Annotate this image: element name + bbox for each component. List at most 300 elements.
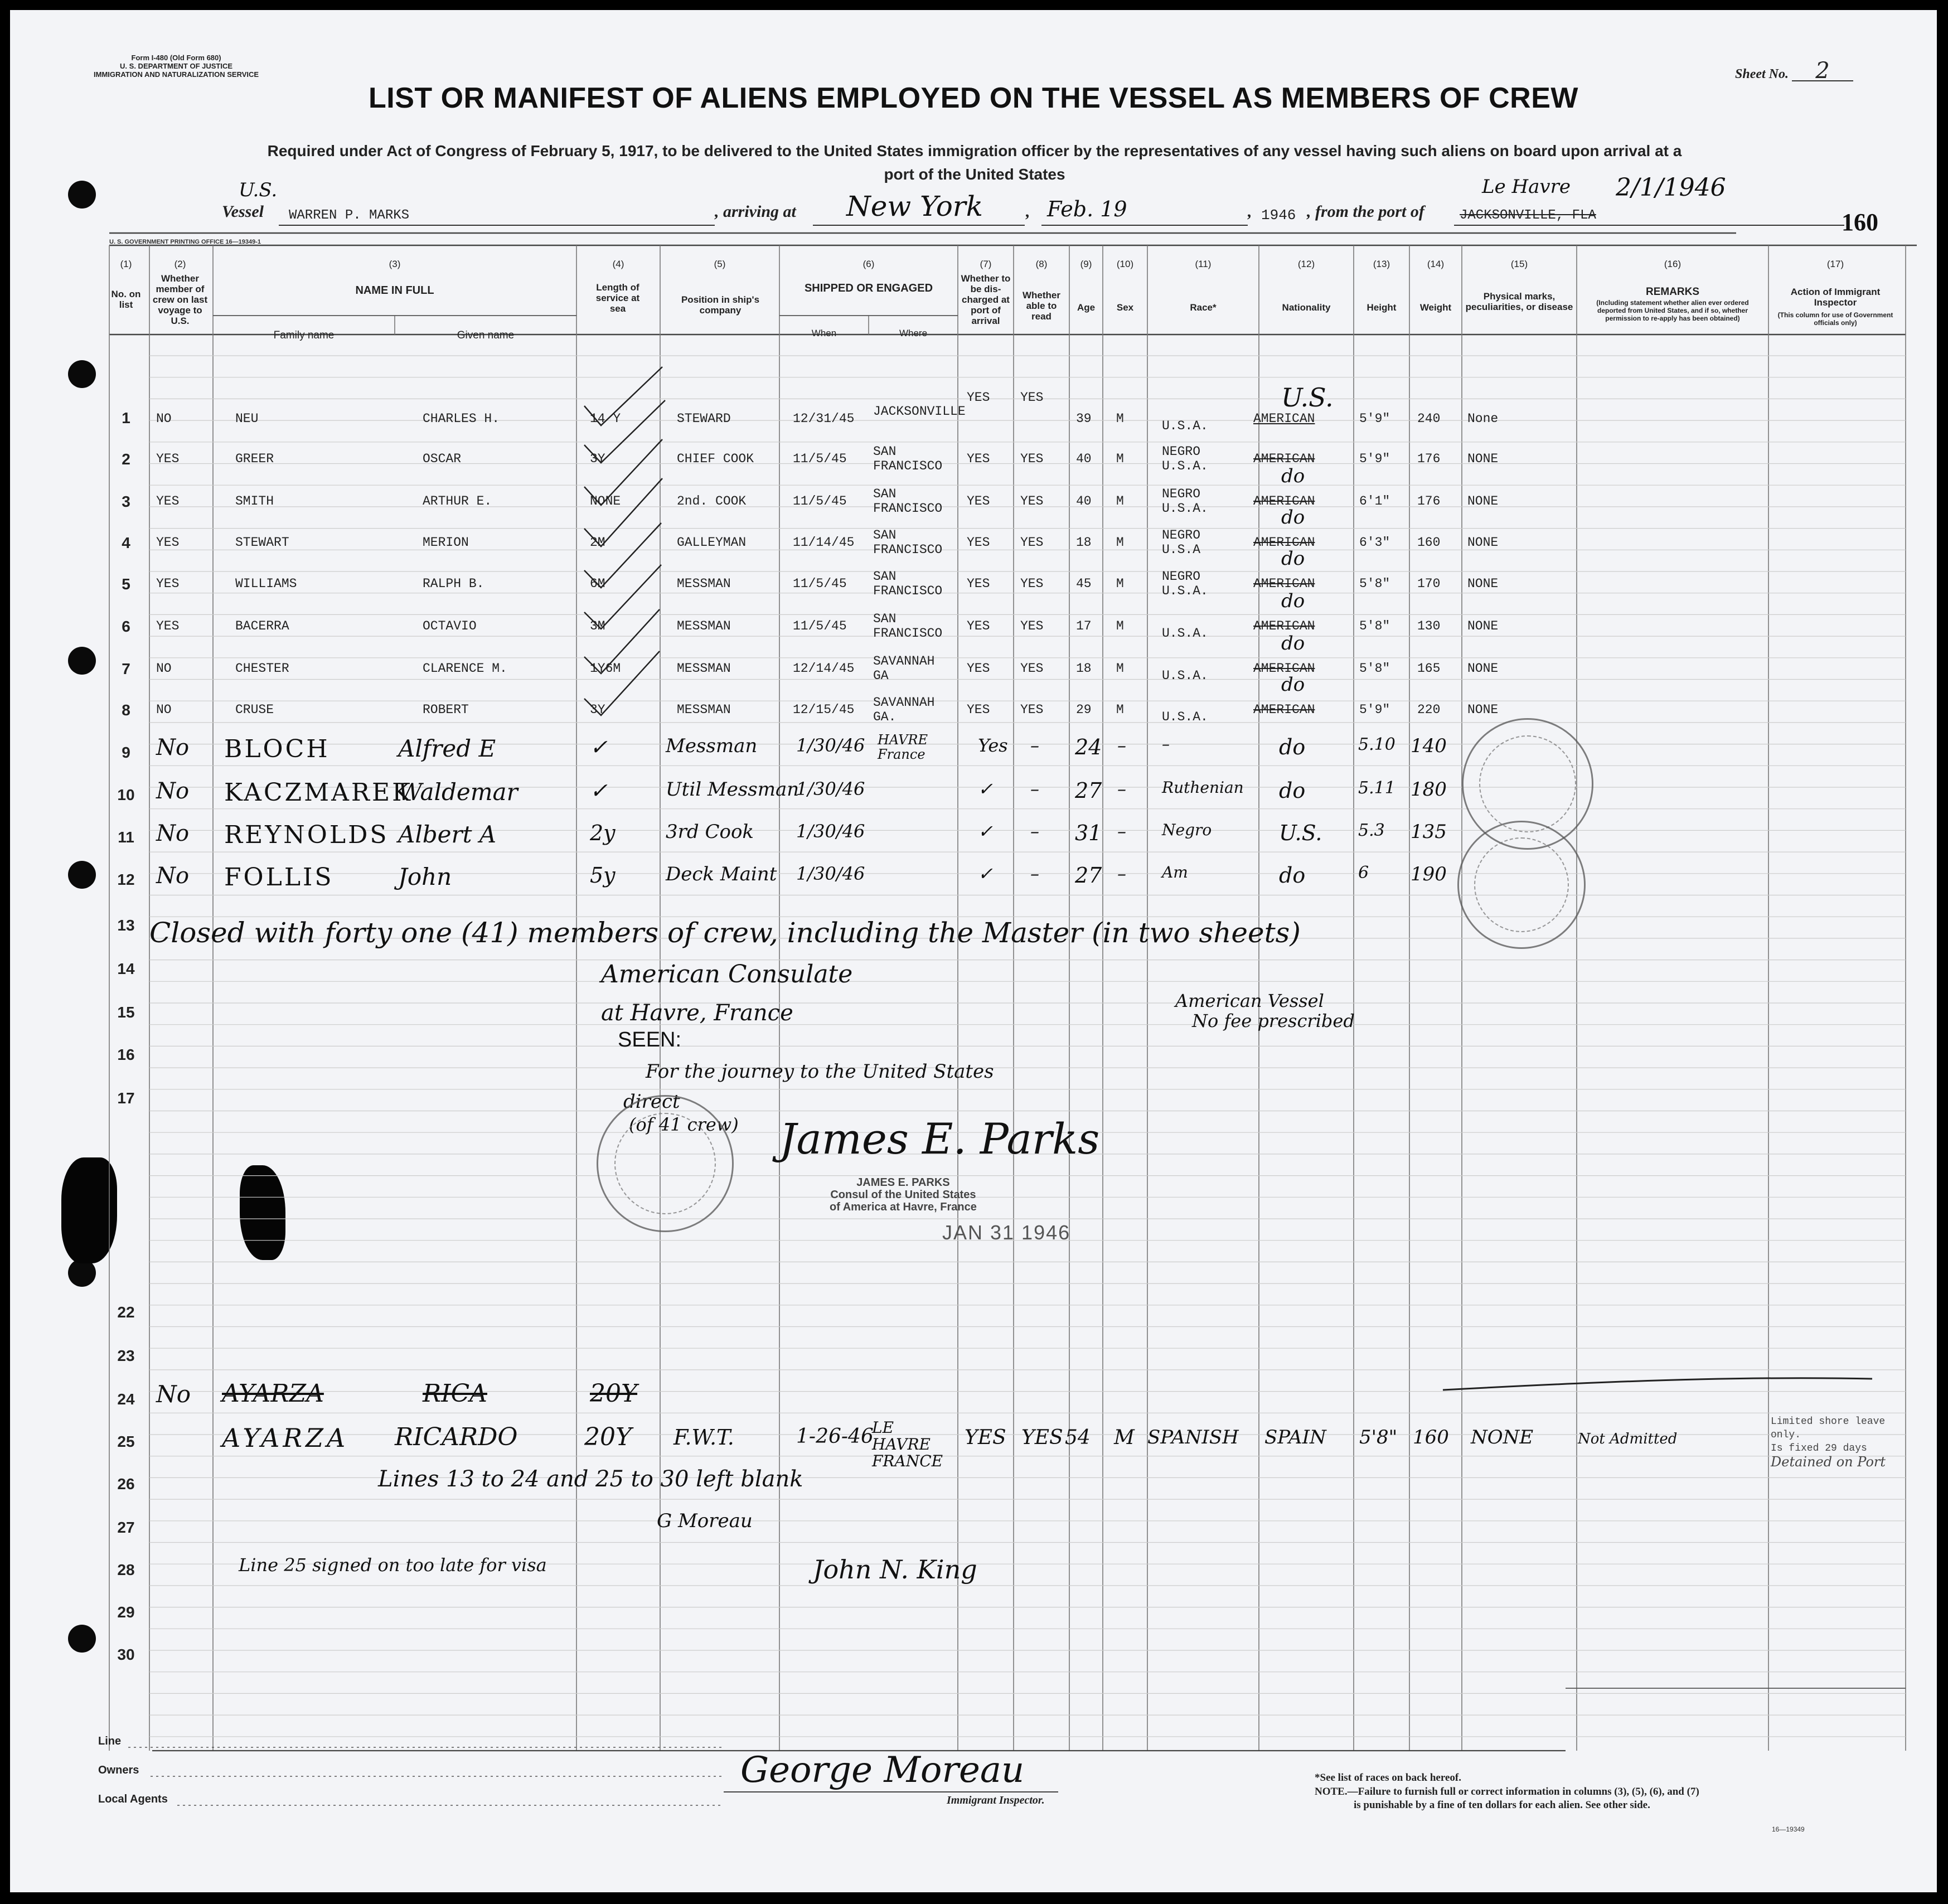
- row-weight: 160: [1417, 535, 1441, 550]
- row-height: 5'9": [1359, 452, 1390, 466]
- row-given-name: CHARLES H.: [423, 411, 500, 426]
- row-number: 4: [122, 534, 130, 551]
- row-sex: M: [1116, 535, 1124, 550]
- row-shipped-when: 1/30/46: [796, 863, 865, 884]
- closing-statement: Closed with forty one (41) members of crew, including the Master (in two sheets): [149, 917, 1301, 949]
- penalty-note-line: NOTE.—Failure to furnish full or correct information in columns (3), (5), (6), and (7): [1315, 1786, 1699, 1798]
- row-service-length: 3M: [590, 619, 605, 633]
- consul-stamp-title: of America at Havre, France: [830, 1201, 977, 1213]
- row-sex: M: [1116, 494, 1124, 508]
- footer-form-code: 16—19349: [1772, 1825, 1805, 1833]
- row-family-name: KACZMAREK: [224, 778, 413, 807]
- row-able-to-read: YES: [1020, 619, 1044, 633]
- column-number: (6): [862, 259, 875, 269]
- row-shipped-where: SAN: [873, 569, 897, 584]
- row25-read: YES: [1021, 1426, 1063, 1449]
- row-position: CHIEF COOK: [677, 452, 754, 466]
- row-shipped-when: 11/5/45: [793, 452, 847, 466]
- row-given-name: Waldemar: [398, 778, 518, 806]
- row-given-name: OSCAR: [423, 452, 462, 466]
- row-height: 5.3: [1358, 821, 1385, 840]
- row-number: 10: [117, 786, 135, 803]
- row-given-name: Albert A: [398, 821, 497, 848]
- row-service-length: 3Y: [590, 703, 605, 717]
- row-service-length: 2M: [590, 535, 605, 550]
- row-nationality-handwritten: do: [1281, 590, 1305, 612]
- row-shipped-when: 11/5/45: [793, 494, 847, 508]
- row-weight: 190: [1411, 863, 1447, 885]
- row-prev-voyage: NO: [156, 661, 172, 676]
- from-label: , from the port of: [1307, 202, 1424, 221]
- row-discharged: YES: [967, 494, 990, 508]
- consul-stamp-name: JAMES E. PARKS: [856, 1176, 950, 1189]
- form-id-line: U. S. DEPARTMENT OF JUSTICE: [120, 62, 233, 70]
- column-number: (14): [1427, 259, 1445, 269]
- column-number: (12): [1297, 259, 1315, 269]
- row-age: 27: [1075, 778, 1102, 803]
- row-race: Negro: [1162, 821, 1212, 839]
- row-number: 16: [117, 1046, 135, 1063]
- row-number: 22: [117, 1304, 135, 1321]
- row24-given: RICA: [423, 1379, 487, 1408]
- row-shipped-when: 11/14/45: [793, 535, 855, 550]
- consular-seal: [1457, 821, 1586, 949]
- row-shipped-when: 11/5/45: [793, 619, 847, 633]
- row-sex: M: [1116, 576, 1124, 591]
- row-weight: 165: [1417, 661, 1441, 676]
- row-shipped-where: FRANCISCO: [873, 542, 943, 557]
- consul-date-stamp: JAN 31 1946: [942, 1221, 1071, 1244]
- row-given-name: OCTAVIO: [423, 619, 477, 633]
- row-prev-voyage: YES: [156, 494, 180, 508]
- row-nationality: AMERICAN: [1253, 535, 1315, 550]
- row-discharged: YES: [967, 703, 990, 717]
- row-number: 26: [117, 1475, 135, 1493]
- date-value: Feb. 19: [1047, 197, 1127, 221]
- row-service-length: 3Y: [590, 452, 605, 466]
- header-given-name: Given name: [457, 330, 515, 341]
- header-physical-marks: Physical marks, peculiarities, or disease: [1465, 291, 1573, 312]
- column-number: (4): [612, 259, 624, 269]
- action-line: Limited shore leave only.: [1771, 1416, 1886, 1441]
- row-family-name: NEU: [235, 411, 259, 426]
- row-shipped-when: 12/31/45: [793, 411, 855, 426]
- row-height: 5.11: [1358, 778, 1395, 798]
- row-shipped-when: 1/30/46: [796, 778, 865, 800]
- row-number: 8: [122, 701, 130, 719]
- comma: ,: [1248, 202, 1252, 221]
- row-position: 3rd Cook: [666, 821, 754, 843]
- row-nationality: AMERICAN: [1253, 703, 1315, 717]
- header-shipped-engaged: SHIPPED OR ENGAGED: [804, 282, 933, 294]
- row-given-name: ARTHUR E.: [423, 494, 492, 508]
- arriving-label: , arriving at: [715, 202, 796, 221]
- row-able-to-read: YES: [1020, 703, 1044, 717]
- row25-service: 20Y: [584, 1423, 632, 1451]
- row-weight: 130: [1417, 619, 1441, 633]
- row-service-length: 5y: [590, 863, 616, 888]
- consulate-line: (of 41 crew): [629, 1114, 739, 1135]
- row-family-name: SMITH: [235, 494, 274, 508]
- row-race: NEGRO: [1162, 528, 1201, 542]
- port-value: JACKSONVILLE, FLA: [1460, 208, 1596, 223]
- row-nationality: U.S.: [1279, 821, 1322, 845]
- row-position: MESSMAN: [677, 576, 731, 591]
- row-family-name: FOLLIS: [224, 863, 334, 892]
- header-no-on-list: No. on list: [111, 289, 141, 310]
- row-race: Ruthenian: [1162, 778, 1244, 797]
- king-signature: John N. King: [813, 1554, 977, 1585]
- row25-nationality: SPAIN: [1264, 1426, 1326, 1448]
- page-title: LIST OR MANIFEST OF ALIENS EMPLOYED ON THE VESSEL AS MEMBERS OF CREW: [369, 82, 1578, 114]
- column-number: (9): [1080, 259, 1092, 269]
- row-shipped-where: SAN: [873, 612, 897, 626]
- row-age: 39: [1076, 411, 1092, 426]
- row-race: U.S.A.: [1162, 419, 1208, 433]
- row-service-length: 14 Y: [590, 411, 621, 426]
- row-physical-marks: NONE: [1467, 452, 1499, 466]
- row25-marks: NONE: [1471, 1426, 1534, 1448]
- row-discharged: YES: [967, 535, 990, 550]
- row-physical-marks: None: [1467, 411, 1499, 426]
- row-race: NEGRO: [1162, 444, 1201, 459]
- column-number: (8): [1035, 259, 1048, 269]
- row-sex: M: [1116, 661, 1124, 676]
- row-nationality-handwritten: do: [1281, 674, 1305, 696]
- row-number: 30: [117, 1646, 135, 1663]
- header-weight: Weight: [1419, 302, 1452, 313]
- column-number: (16): [1664, 259, 1682, 269]
- row-prev-voyage: YES: [156, 452, 180, 466]
- row-service-length: ✓: [590, 735, 608, 759]
- row25-given: RICARDO: [395, 1423, 518, 1451]
- row-nationality-handwritten: do: [1281, 632, 1305, 655]
- row-able-to-read: –: [1030, 735, 1039, 756]
- row-service-length: ✓: [590, 778, 608, 803]
- year-value: 1946: [1261, 207, 1296, 224]
- row25-sex: M: [1114, 1426, 1135, 1449]
- header-action-sub: (This column for use of Government officials only): [1777, 311, 1893, 327]
- consul-signature: James E. Parks: [779, 1114, 1100, 1164]
- row-shipped-when: 12/15/45: [793, 703, 855, 717]
- row-weight: 135: [1411, 821, 1447, 843]
- row-sex: M: [1116, 452, 1124, 466]
- penalty-note-line: is punishable by a fine of ten dollars for each alien. See other side.: [1354, 1799, 1650, 1811]
- row-prev-voyage: No: [156, 778, 190, 804]
- row-discharged: ✓: [978, 863, 993, 884]
- row-height: 5'9": [1359, 411, 1390, 426]
- row-able-to-read: YES: [1020, 576, 1044, 591]
- row25-family: AYARZA: [222, 1423, 349, 1453]
- row-shipped-when: 1/30/46: [796, 821, 865, 842]
- row-family-name: STEWART: [235, 535, 289, 550]
- row-number: 5: [122, 575, 130, 593]
- row-shipped-where: SAN: [873, 487, 897, 501]
- comma: ,: [1026, 202, 1030, 221]
- row-position: MESSMAN: [677, 661, 731, 676]
- row-able-to-read: –: [1030, 821, 1039, 842]
- row-shipped-where: FRANCISCO: [873, 501, 943, 516]
- row-family-name: CHESTER: [235, 661, 289, 676]
- action-line: Detained on Port: [1771, 1454, 1886, 1470]
- row-height: 5'8": [1359, 576, 1390, 591]
- row-position: Deck Maint: [666, 863, 777, 885]
- header-action: Action of Immigrant Inspector: [1790, 287, 1881, 308]
- row-height: 5'9": [1359, 703, 1390, 717]
- row-position: 2nd. COOK: [677, 494, 747, 508]
- column-number: (11): [1195, 259, 1212, 269]
- row-number: 29: [117, 1603, 135, 1621]
- row-family-name: BLOCH: [224, 735, 330, 763]
- row-number: 28: [117, 1561, 135, 1578]
- row-height: 5.10: [1358, 735, 1395, 754]
- row-nationality: do: [1279, 863, 1306, 888]
- row-discharged: ✓: [978, 821, 993, 842]
- header-remarks: REMARKS: [1645, 286, 1700, 298]
- row-family-name: WILLIAMS: [235, 576, 297, 591]
- row-discharged: YES: [967, 390, 990, 405]
- consulate-line: American Consulate: [601, 960, 853, 989]
- row25-when: 1-26-46: [796, 1425, 874, 1448]
- sheet-value: 2: [1792, 61, 1853, 81]
- header-sex: Sex: [1116, 302, 1134, 313]
- printer-line: U. S. GOVERNMENT PRINTING OFFICE 16—19349-1: [109, 239, 261, 245]
- row-age: 27: [1075, 863, 1102, 888]
- row-shipped-where: SAVANNAH: [873, 695, 935, 710]
- row-position: Messman: [666, 735, 758, 757]
- vessel-name: WARREN P. MARKS: [289, 208, 410, 223]
- header-length-service: Length of service at sea: [595, 282, 640, 314]
- row-age: 40: [1076, 494, 1092, 508]
- row-physical-marks: NONE: [1467, 576, 1499, 591]
- header-position: Position in ship's company: [681, 294, 760, 316]
- row-height: 5'8": [1359, 619, 1390, 633]
- header-where: Where: [899, 328, 928, 338]
- row-nationality-handwritten: U.S.: [1281, 382, 1334, 413]
- column-number: (3): [389, 259, 401, 269]
- row-able-to-read: YES: [1020, 390, 1044, 405]
- row-shipped-where: JACKSONVILLE: [873, 404, 966, 419]
- row-number: 24: [117, 1391, 135, 1408]
- header-family-name: Family name: [273, 330, 335, 341]
- row-weight: 240: [1417, 411, 1441, 426]
- row-race: Am: [1162, 863, 1188, 881]
- header-nationality: Nationality: [1282, 302, 1331, 313]
- penalty-note: [1315, 1785, 1699, 1812]
- row-sex: –: [1117, 735, 1126, 756]
- consulate-line: SEEN:: [618, 1028, 682, 1052]
- row-race: U.S.A.: [1162, 501, 1208, 516]
- row-discharged: YES: [967, 576, 990, 591]
- row-able-to-read: YES: [1020, 452, 1044, 466]
- row25-height: 5'8": [1359, 1426, 1398, 1448]
- header-able-to-read: Whether able to read: [1023, 290, 1060, 322]
- column-number: (13): [1373, 259, 1390, 269]
- row-discharged: YES: [967, 661, 990, 676]
- form-id-line: IMMIGRATION AND NATURALIZATION SERVICE: [94, 70, 259, 79]
- row-number: 23: [117, 1347, 135, 1364]
- row-able-to-read: YES: [1020, 494, 1044, 508]
- row24-service: 20Y: [590, 1379, 638, 1408]
- footer-agents-label: Local Agents: [98, 1793, 168, 1805]
- row-shipped-where: SAVANNAH: [873, 654, 935, 668]
- row-number: 17: [117, 1089, 135, 1107]
- row-race: U.S.A.: [1162, 459, 1208, 473]
- header-whether-member: Whether member of crew on last voyage to U.S.: [152, 273, 208, 326]
- column-number: (2): [174, 259, 186, 269]
- row-nationality: AMERICAN: [1253, 494, 1315, 508]
- row-nationality-handwritten: do: [1281, 465, 1305, 487]
- vessel-note: American Vessel: [1175, 990, 1324, 1011]
- row-shipped-when: 12/14/45: [793, 661, 855, 676]
- header-height: Height: [1366, 302, 1397, 313]
- row-position: Util Messman: [666, 778, 799, 801]
- row-number: 1: [122, 409, 130, 427]
- row-age: 45: [1076, 576, 1092, 591]
- row-prev-voyage: YES: [156, 576, 180, 591]
- row-number: 14: [117, 960, 135, 977]
- row-height: 6'1": [1359, 494, 1390, 508]
- row-discharged: Yes: [978, 735, 1008, 756]
- row-nationality: AMERICAN: [1253, 661, 1315, 676]
- inspector-signature: George Moreau: [740, 1750, 1025, 1791]
- row-race: U.S.A.: [1162, 668, 1208, 683]
- row-sex: M: [1116, 411, 1124, 426]
- footer-owners-label: Owners: [98, 1764, 139, 1776]
- row-service-length: 2y: [590, 821, 616, 845]
- row-number: 12: [117, 871, 135, 888]
- row-age: 18: [1076, 535, 1092, 550]
- row-shipped-where: GA.: [873, 710, 897, 724]
- row-number: 7: [122, 660, 130, 677]
- column-number: (7): [980, 259, 992, 269]
- column-number: (15): [1510, 259, 1528, 269]
- header-race: Race*: [1190, 302, 1217, 313]
- row-sex: –: [1117, 863, 1126, 884]
- arriving-value: New York: [846, 190, 983, 222]
- row-nationality: AMERICAN: [1253, 452, 1315, 466]
- subtitle-line: Required under Act of Congress of February 5, 1917, to be delivered to the United States immigration officer by the representatives of any vessel having such aliens on board upon arrival at a: [267, 142, 1682, 159]
- consul-stamp: [830, 1176, 977, 1213]
- row-shipped-where: HAVRE France: [878, 732, 928, 762]
- action-line: Is fixed 29 days: [1771, 1443, 1867, 1454]
- row-number: 3: [122, 493, 130, 510]
- row-race: NEGRO: [1162, 487, 1201, 501]
- row-sex: –: [1117, 821, 1126, 842]
- row-weight: 140: [1411, 735, 1447, 757]
- manifest-page: [10, 10, 1937, 1892]
- row-number: 27: [117, 1519, 135, 1536]
- header-discharged: Whether to be dis-charged at port of arrival: [961, 273, 1011, 326]
- row25-where: LE HAVRE FRANCE: [872, 1418, 943, 1470]
- row24-prev: No: [156, 1380, 191, 1408]
- consulate-line: For the journey to the United States: [646, 1060, 994, 1083]
- row-sex: –: [1117, 778, 1126, 800]
- row-shipped-where: FRANCISCO: [873, 584, 943, 598]
- row-nationality-handwritten: do: [1281, 548, 1305, 570]
- row-position: GALLEYMAN: [677, 535, 747, 550]
- row-nationality: AMERICAN: [1253, 576, 1315, 591]
- row-weight: 176: [1417, 452, 1441, 466]
- row-race: NEGRO: [1162, 569, 1201, 584]
- row-race: U.S.A.: [1162, 626, 1208, 641]
- row25-race: SPANISH: [1147, 1426, 1239, 1448]
- row-nationality-handwritten: do: [1281, 506, 1305, 529]
- row-family-name: CRUSE: [235, 703, 274, 717]
- row-nationality: AMERICAN: [1253, 619, 1315, 633]
- sheet-serial-number: 160: [1842, 209, 1878, 236]
- row-given-name: ROBERT: [423, 703, 469, 717]
- row-position: MESSMAN: [677, 619, 731, 633]
- row-shipped-where: GA: [873, 668, 889, 683]
- row25-discharged: YES: [965, 1426, 1006, 1449]
- row-prev-voyage: NO: [156, 703, 172, 717]
- row-nationality: do: [1279, 778, 1306, 803]
- row-prev-voyage: No: [156, 735, 190, 760]
- row-prev-voyage: NO: [156, 411, 172, 426]
- row-prev-voyage: No: [156, 863, 190, 889]
- lines-blank-note: Lines 13 to 24 and 25 to 30 left blank: [378, 1466, 803, 1492]
- subtitle-line: port of the United States: [884, 166, 1065, 183]
- row-shipped-when: 11/5/45: [793, 576, 847, 591]
- row-sex: M: [1116, 703, 1124, 717]
- row-nationality: do: [1279, 735, 1306, 759]
- row-discharged: ✓: [978, 778, 993, 800]
- row-position: STEWARD: [677, 411, 731, 426]
- column-number: (10): [1116, 259, 1134, 269]
- row-shipped-where: FRANCISCO: [873, 459, 943, 473]
- races-note: *See list of races on back hereof.: [1315, 1772, 1461, 1784]
- row-given-name: John: [398, 863, 452, 890]
- row-physical-marks: NONE: [1467, 661, 1499, 676]
- row-physical-marks: NONE: [1467, 494, 1499, 508]
- port-correction-handwritten: Le Havre: [1482, 176, 1571, 198]
- row-age: 18: [1076, 661, 1092, 676]
- sheet-label: Sheet No.: [1735, 67, 1789, 81]
- column-number: (1): [120, 259, 132, 269]
- row-service-length: 6M: [590, 576, 605, 591]
- row-shipped-where: SAN: [873, 444, 897, 459]
- row-shipped-where: SAN: [873, 528, 897, 542]
- row-family-name: GREER: [235, 452, 274, 466]
- inspector-label: Immigrant Inspector.: [947, 1794, 1045, 1806]
- row-nationality: AMERICAN: [1253, 411, 1315, 426]
- vessel-note: No fee prescribed: [1192, 1010, 1355, 1031]
- row-number: 6: [122, 618, 130, 635]
- row25-age: 54: [1065, 1426, 1091, 1449]
- row-able-to-read: –: [1030, 778, 1039, 800]
- row-race: U.S.A.: [1162, 710, 1208, 724]
- row25-remarks: Not Admitted: [1578, 1431, 1678, 1447]
- row-prev-voyage: No: [156, 821, 190, 846]
- line25-note: Line 25 signed on too late for visa: [239, 1554, 547, 1576]
- row-number: 25: [117, 1433, 135, 1450]
- row-sex: M: [1116, 619, 1124, 633]
- date-correction-handwritten: 2/1/1946: [1616, 173, 1726, 202]
- header-name-in-full: NAME IN FULL: [355, 284, 434, 297]
- row-weight: 176: [1417, 494, 1441, 508]
- row-service-length: NONE: [590, 494, 621, 508]
- row-given-name: Alfred E: [398, 735, 496, 762]
- row-age: 17: [1076, 619, 1092, 633]
- row-able-to-read: YES: [1020, 535, 1044, 550]
- row-family-name: REYNOLDS: [224, 821, 389, 849]
- row-number: 13: [117, 917, 135, 934]
- row-height: 6: [1358, 863, 1369, 883]
- row-number: 11: [118, 829, 134, 846]
- row25-position: F.W.T.: [673, 1425, 734, 1450]
- row-race: U.S.A: [1162, 542, 1201, 557]
